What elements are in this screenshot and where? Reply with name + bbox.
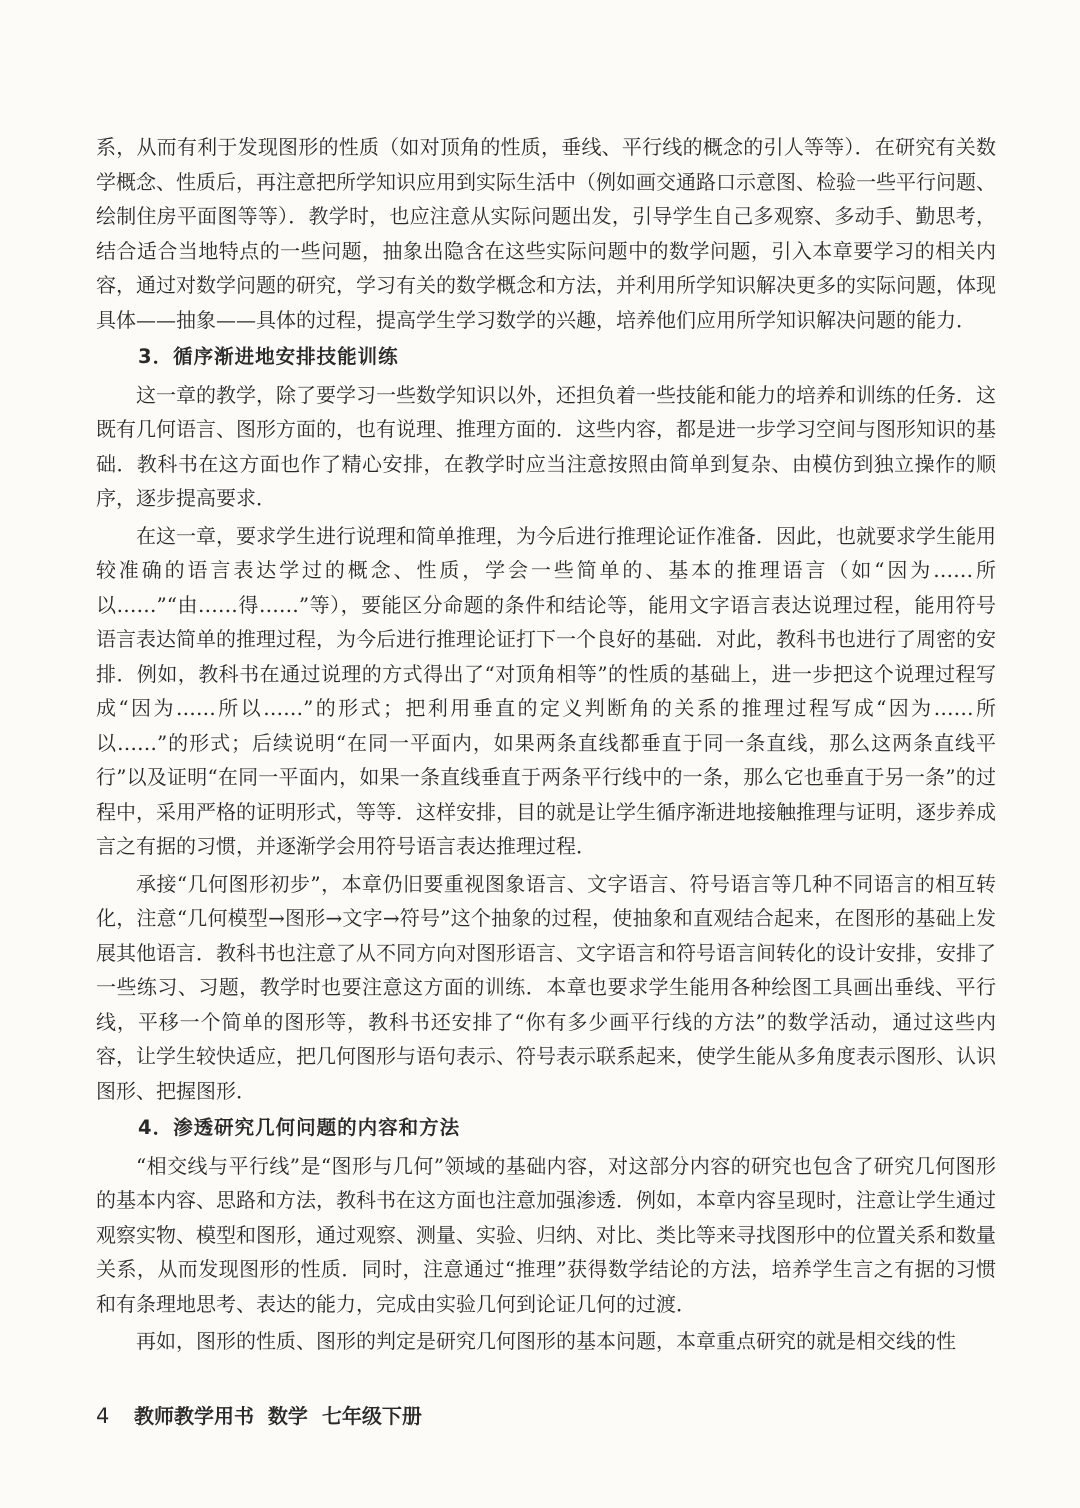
paragraph-reasoning: 在这一章，要求学生进行说理和简单推理，为今后进行推理论证作准备．因此，也就要求学生能用较准确的语言表达学过的概念、性质，学会一些简单的、基本的推理语言（如“因为……所以……”“由……得……”等），要能区分命题的条件和结论等，能用文字语言表达说理过程，能用符号语言表达简单的推理过程，为今后进行推理论证打下一个良好的基础．对此，教科书也进行了周密的安排．例如，教科书在通过说理的方式得出了“对顶角相等”的性质的基础上，进一步把这个说理过程写成“因为……所以……”的形式；把利用垂直的定义判断角的关系的推理过程写成“因为……所以……”的形式；后续说明“在同一平面内，如果两条直线都垂直于同一条直线，那么这两条直线平行”以及证明“在同一平面内，如果一条直线垂直于两条平行线中的一条，那么它也垂直于另一条”的过程中，采用严格的证明形式，等等．这样安排，目的就是让学生循序渐进地接触推理与证明，逐步养成言之有据的习惯，并逐渐学会用符号语言表达推理过程． xyxy=(96,523,996,858)
paragraph-geometry-methods: “相交线与平行线”是“图形与几何”领域的基础内容，对这部分内容的研究也包含了研究几何图形的基本内容、思路和方法，教科书在这方面也注意加强渗透．例如，本章内容呈现时，注意让学生通过观察实物、模型和图形，通过观察、测量、实验、归纳、对比、类比等来寻找图形中的位置关系和数量关系，从而发现图形的性质．同时，注意通过“推理”获得数学结论的方法，培养学生言之有据的习惯和有条理地思考、表达的能力，完成由实验几何到论证几何的过渡． xyxy=(96,1153,996,1316)
page-footer xyxy=(96,1402,422,1430)
section-heading-4: 4．渗透研究几何问题的内容和方法 xyxy=(138,1116,461,1139)
paragraph-properties-judgement: 再如，图形的性质、图形的判定是研究几何图形的基本问题，本章重点研究的就是相交线的性 xyxy=(136,1329,956,1353)
paragraph-skill-training: 这一章的教学，除了要学习一些数学知识以外，还担负着一些技能和能力的培养和训练的任务．这既有几何语言、图形方面的，也有说理、推理方面的．这些内容，都是进一步学习空间与图形知识的基础．教科书在这方面也作了精心安排，在教学时应当注意按照由简单到复杂、由模仿到独立操作的顺序，逐步提高要求． xyxy=(96,382,996,510)
body-text xyxy=(96,130,996,1362)
paragraph-language-conversion: 承接“几何图形初步”，本章仍旧要重视图象语言、文字语言、符号语言等几种不同语言的相互转化，注意“几何模型→图形→文字→符号”这个抽象的过程，使抽象和直观结合起来，在图形的基础上发展其他语言．教科书也注意了从不同方向对图形语言、文字语言和符号语言间转化的设计安排，安排了一些练习、习题，教学时也要注意这方面的训练．本章也要求学生能用各种绘图工具画出垂线、平行线，平移一个简单的图形等，教科书还安排了“你有多少画平行线的方法”的数学活动，通过这些内容，让学生较快适应，把几何图形与语句表示、符号表示联系起来，使学生能从多角度表示图形、认识图形、把握图形． xyxy=(96,871,996,1103)
page-number: 4 xyxy=(96,1404,110,1428)
paragraph-continuation: 系，从而有利于发现图形的性质（如对顶角的性质，垂线、平行线的概念的引人等等）．在研究有关数学概念、性质后，再注意把所学知识应用到实际生活中（例如画交通路口示意图、检验一些平行问题、绘制住房平面图等等）．教学时，也应注意从实际问题出发，引导学生自己多观察、多动手、勤思考，结合适合当地特点的一些问题，抽象出隐含在这些实际问题中的数学问题，引入本章要学习的相关内容，通过对数学问题的研究，学习有关的数学概念和方法，并利用所学知识解决更多的实际问题，体现具体——抽象——具体的过程，提高学生学习数学的兴趣，培养他们应用所学知识解决问题的能力． xyxy=(96,135,996,332)
book-title: 教师教学用书 数学 七年级下册 xyxy=(134,1404,422,1428)
section-heading-3: 3．循序渐进地安排技能训练 xyxy=(138,345,399,368)
